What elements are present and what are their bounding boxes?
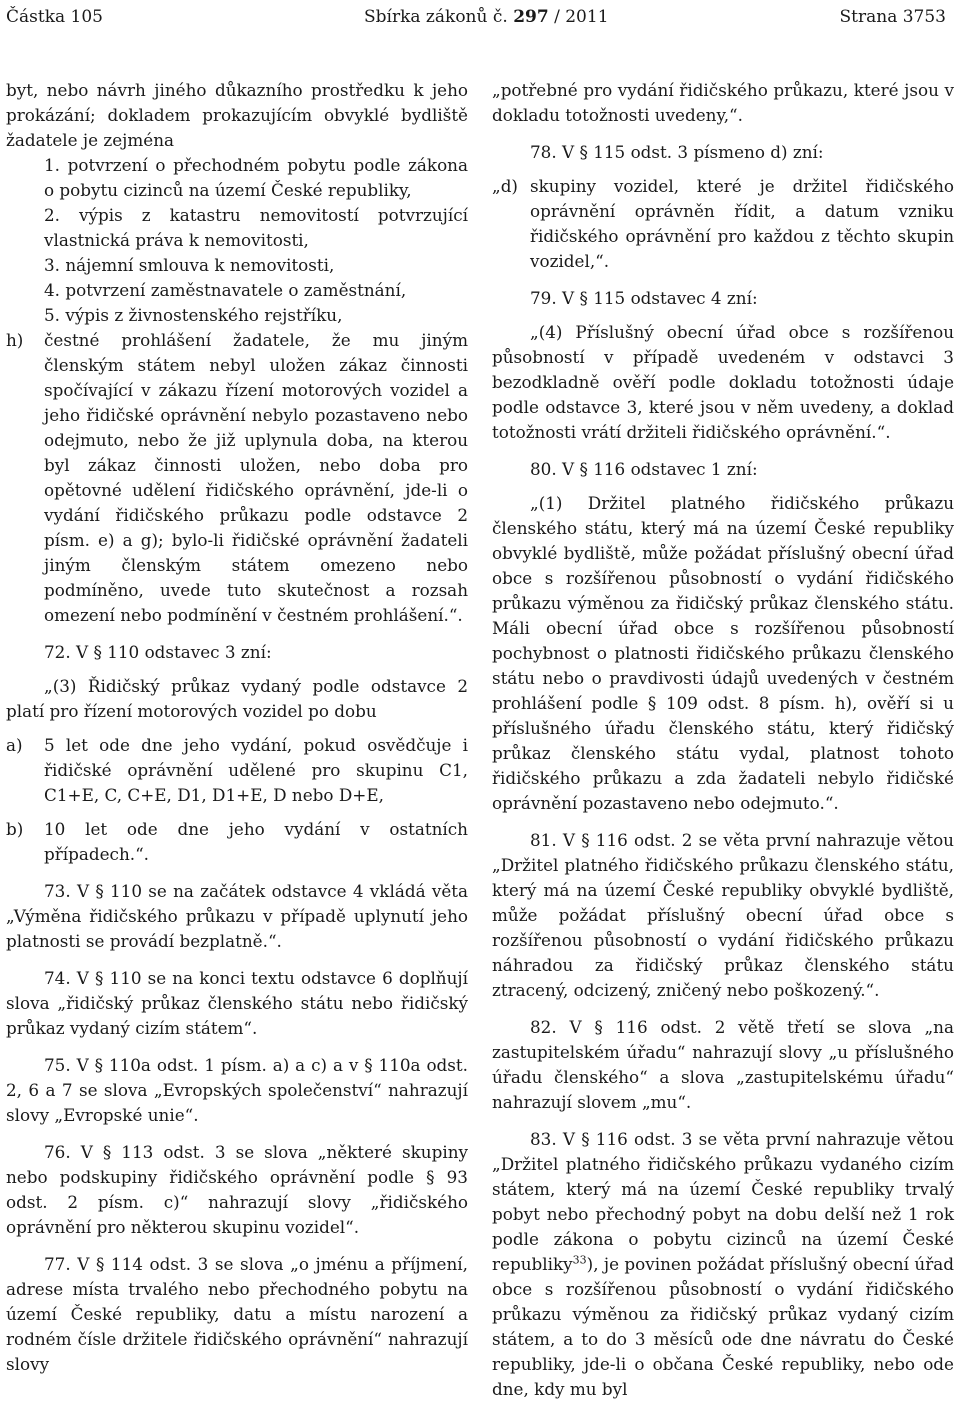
- collection-label: Sbírka zákonů č.: [364, 7, 508, 27]
- list-item: 3. nájemní smlouva k nemovitosti,: [44, 255, 335, 275]
- page-number: Strana 3753: [839, 7, 946, 27]
- amendment-75: 75. V § 110a odst. 1 písm. a) a c) a v § 110a odst. 2, 6 a 7 se slova „Evropských společenství“ nahrazují slovy „Evropské unie“.: [6, 1055, 468, 1125]
- list-item: 5. výpis z živnostenského rejstříku,: [44, 305, 343, 325]
- footnote-ref: 33: [572, 1253, 587, 1267]
- amendment-79-heading: 79. V § 115 odstavec 4 zní:: [530, 288, 758, 308]
- amendment-80-text: „(1) Držitel platného řidičského průkazu členského státu, který má na území České republiky obvyklé bydliště, může požádat příslušný obecní úřad obce s rozšířenou působností o vydání řidičského průkazu výměnou za řidičský průkaz členského státu. Máli obecní úřad obce s rozšířenou působností pochybnost o platnosti řidičského průkazu členského státu nebo o pravdivosti údajů uvedených v čestném prohlášení podle § 109 odst. 8 písm. h), ověří si u příslušného úřadu členského státu, který řidičský průkaz členského státu vydal, platnost tohoto řidičského průkazu a zda žadateli nebylo řidičské oprávnění pozastaveno nebo odejmuto.“.: [492, 493, 954, 813]
- page-header: [6, 4, 946, 30]
- amendment-80-heading: 80. V § 116 odstavec 1 zní:: [530, 459, 758, 479]
- collection-title: [364, 4, 609, 30]
- amendment-82: 82. V § 116 odst. 2 větě třetí se slova „na zastupitelském úřadu“ nahrazují slovy „u příslušného úřadu členského“ a slova „zastupitelskému úřadu“ nahrazují slovem „mu“.: [492, 1017, 954, 1112]
- amendment-73: 73. V § 110 se na začátek odstavce 4 vkládá věta „Výměna řidičského průkazu v případě uplynutí jeho platnosti se provádí bezplatně.“.: [6, 881, 468, 951]
- amendment-78-heading: 78. V § 115 odst. 3 písmeno d) zní:: [530, 142, 824, 162]
- amendment-76: 76. V § 113 odst. 3 se slova „některé skupiny nebo podskupiny řidičského oprávnění podle § 93 odst. 2 písm. c)“ nahrazují slovy „řidičského oprávnění pro některou skupinu vozidel“.: [6, 1142, 468, 1237]
- list-item: 1. potvrzení o přechodném pobytu podle zákona o pobytu cizinců na území České republiky,: [44, 155, 468, 200]
- amendment-79-text: „(4) Příslušný obecní úřad obce s rozšířenou působností v případě uvedeném v odstavci 3 bezodkladně ověří podle dokladu totožnosti údaje podle odstavce 3, které jsou v něm uvedeny, a doklad totožnosti vrátí držiteli řidičského oprávnění.“.: [492, 322, 954, 442]
- item-label: a): [6, 735, 23, 755]
- item-b: [6, 817, 468, 867]
- item-a: [6, 733, 468, 808]
- amendment-81: 81. V § 116 odst. 2 se věta první nahrazuje větou „Držitel platného řidičského průkazu členského státu, který má na území České republiky obvyklé bydliště, může požádat příslušný obecní úřad obce s rozšířenou působností o vydání řidičského průkazu náhradou za řidičský průkaz členského státu ztracený, odcizený, zničený nebo poškozený.“.: [492, 830, 954, 1000]
- list-item: 2. výpis z katastru nemovitostí potvrzující vlastnická práva k nemovitosti,: [44, 205, 468, 250]
- amendment-72-quote: „(3) Řidičský průkaz vydaný podle odstavce 2 platí pro řízení motorových vozidel po dobu: [6, 676, 468, 721]
- intro-paragraph: byt, nebo návrh jiného důkazního prostředku k jeho prokázání; dokladem prokazujícím obvyklé bydliště žadatele je zejména: [6, 80, 468, 150]
- item-text: 5 let ode dne jeho vydání, pokud osvědčuje i řidičské oprávnění udělené pro skupinu C1, C1+E, C, C+E, D1, D1+E, D nebo D+E,: [44, 735, 468, 805]
- item-h: [6, 328, 468, 628]
- continuation-paragraph: „potřebné pro vydání řidičského průkazu, které jsou v dokladu totožnosti uvedeny,“.: [492, 80, 954, 125]
- item-d: [492, 174, 954, 274]
- item-label: „d): [492, 176, 518, 196]
- law-year: / 2011: [554, 7, 609, 27]
- item-text: čestné prohlášení žadatele, že mu jiným členským státem nebyl uložen zákaz činnosti spočívající v zákazu řízení motorových vozidel a jeho řidičské oprávnění nebylo pozastaveno nebo odejmuto, nebo že již uplynula doba, na kterou byl zákaz činnosti uložen, nebo doba pro opětovné udělení řidičského oprávnění, jde-li o vydání řidičského průkazu podle odstavce 2 písm. e) a g); bylo-li řidičské oprávnění žadateli jiným členským státem omezeno nebo podmíněno, uvede tuto skutečnost a rozsah omezení nebo podmínění v čestném prohlášení.“.: [44, 330, 468, 625]
- law-number: 297: [513, 7, 549, 27]
- item-text: 10 let ode dne jeho vydání v ostatních případech.“.: [44, 819, 468, 864]
- list-item: 4. potvrzení zaměstnavatele o zaměstnání,: [44, 280, 407, 300]
- amendment-74: 74. V § 110 se na konci textu odstavce 6 doplňují slova „řidičský průkaz členského státu nebo řidičský průkaz vydaný cizím státem“.: [6, 968, 468, 1038]
- amendment-77: 77. V § 114 odst. 3 se slova „o jménu a příjmení, adrese místa trvalého nebo přechodného pobytu na území České republiky, datu a místu narození a rodném čísle držitele řidičského oprávnění“ nahrazují slovy: [6, 1254, 468, 1374]
- left-column: [6, 78, 468, 1377]
- item-label: h): [6, 330, 24, 350]
- item-label: b): [6, 819, 24, 839]
- amendment-83: [492, 1127, 954, 1402]
- amendment-83-text-b: ), je povinen požádat příslušný obecní úřad obce s rozšířenou působností o vydání řidičského průkazu výměnou za řidičský průkaz vydaný cizím státem, a to do 3 měsíců ode dne návratu do České republiky, jde-li o občana České republiky, nebo ode dne, kdy mu byl: [492, 1254, 954, 1399]
- issue-number: Částka 105: [6, 7, 103, 27]
- right-column: [492, 78, 954, 1402]
- item-text: skupiny vozidel, které je držitel řidičského oprávnění oprávněn řídit, a datum vzniku řidičského oprávnění pro každou z těchto skupin vozidel,“.: [530, 176, 954, 271]
- amendment-83-text-a: 83. V § 116 odst. 3 se věta první nahrazuje větou „Držitel platného řidičského průkazu vydaného cizím státem, který má na území České republiky trvalý pobyt nebo přechodný pobyt na dobu delší než 1 rok podle zákona o pobytu cizinců na území České republiky: [492, 1129, 954, 1274]
- amendment-72-heading: 72. V § 110 odstavec 3 zní:: [44, 642, 272, 662]
